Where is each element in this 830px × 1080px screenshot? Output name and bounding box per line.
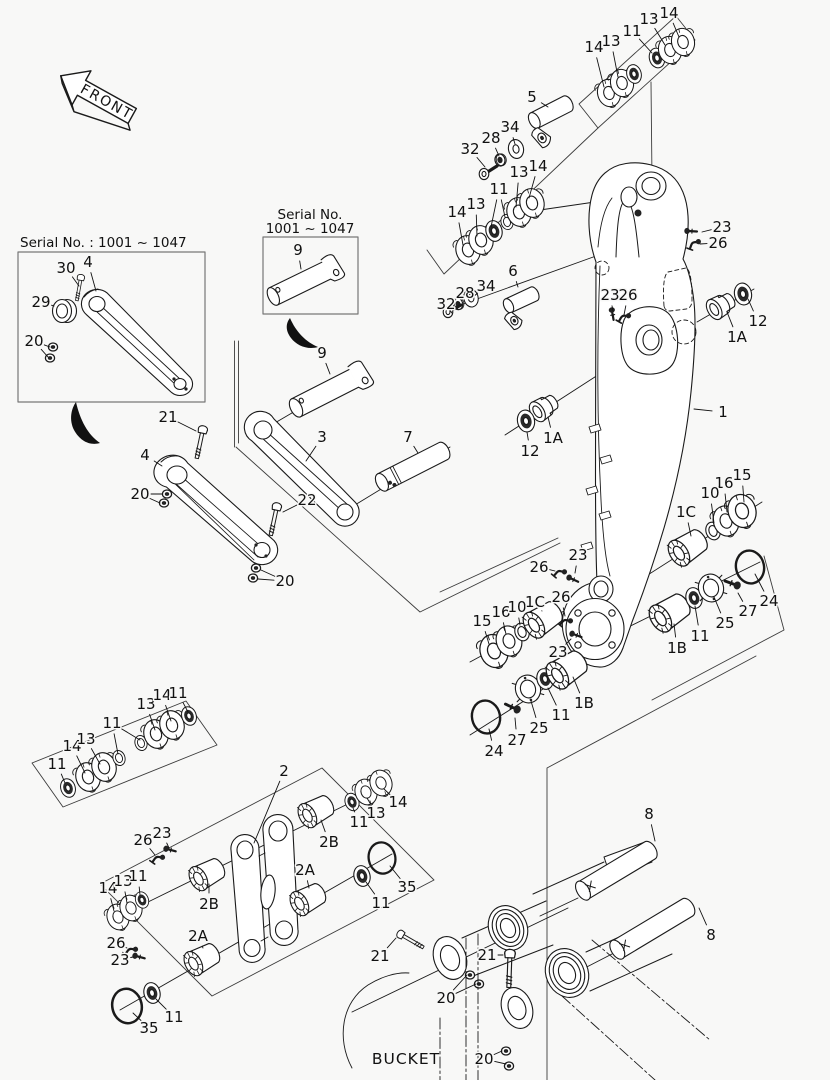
part-label-21: 21 — [477, 946, 497, 964]
part-label-26: 26 — [133, 831, 153, 849]
part-label-30: 30 — [56, 259, 76, 277]
part-label-1B: 1B — [667, 639, 687, 657]
part-label-35: 35 — [139, 1019, 159, 1037]
part-label-1A: 1A — [727, 328, 747, 346]
part-label-7: 7 — [403, 428, 413, 446]
leader-line — [326, 363, 330, 374]
part-label-11: 11 — [349, 813, 369, 831]
part-label-1C: 1C — [524, 593, 546, 611]
leader-line — [414, 446, 418, 453]
pin-6 — [497, 285, 548, 331]
leader-line — [527, 432, 528, 440]
part-label-24: 24 — [759, 592, 779, 610]
inset-mid-title-1: Serial No. — [277, 207, 343, 223]
part-label-16: 16 — [714, 474, 734, 492]
part-label-13: 13 — [466, 195, 486, 213]
part-label-11: 11 — [371, 894, 391, 912]
part-label-10: 10 — [700, 484, 720, 502]
part-label-26: 26 — [708, 234, 728, 252]
part-label-14: 14 — [62, 737, 82, 755]
part-label-25: 25 — [715, 614, 735, 632]
part-label-11: 11 — [102, 714, 122, 732]
part-label-13: 13 — [601, 32, 621, 50]
washer-34 — [507, 138, 526, 160]
part-label-35: 35 — [397, 878, 417, 896]
leader-line — [131, 957, 133, 958]
leader-line — [550, 570, 555, 571]
part-label-1C: 1C — [675, 503, 697, 521]
part-label-22: 22 — [297, 491, 317, 509]
part-label-28: 28 — [481, 129, 501, 147]
inset-left-title: Serial No. : 1001 ~ 1047 — [20, 235, 187, 251]
leader-line — [575, 566, 576, 573]
leader-line — [738, 593, 743, 601]
part-label-34: 34 — [476, 277, 496, 295]
part-label-32: 32 — [436, 295, 456, 313]
pointer-swoosh-middle — [287, 318, 318, 348]
part-label-23: 23 — [110, 951, 130, 969]
part-label-23: 23 — [712, 218, 732, 236]
part-label-23: 23 — [152, 824, 172, 842]
part-label-16: 16 — [491, 603, 511, 621]
leader-line — [548, 688, 556, 705]
part-label-3: 3 — [317, 428, 327, 446]
part-label-9: 9 — [317, 344, 327, 362]
leader-line — [727, 312, 733, 327]
leader-line — [121, 729, 140, 740]
inset-serial-left — [18, 235, 205, 402]
part-label-6: 6 — [508, 262, 518, 280]
part-label-26: 26 — [106, 934, 126, 952]
part-label-14: 14 — [98, 879, 118, 897]
link-4 — [154, 455, 278, 564]
part-label-12: 12 — [520, 442, 540, 460]
part-label-20: 20 — [275, 572, 295, 590]
pin-8b — [607, 895, 698, 961]
front-label: FRONT — [77, 81, 136, 124]
leader-line — [321, 820, 325, 832]
part-label-11: 11 — [622, 22, 642, 40]
leader-line — [651, 825, 655, 841]
part-label-28: 28 — [455, 284, 475, 302]
part-label-11: 11 — [690, 627, 710, 645]
part-label-34: 34 — [500, 118, 520, 136]
inset-link-arm — [81, 289, 192, 395]
part-label-15: 15 — [732, 466, 752, 484]
leader-line — [702, 230, 711, 232]
part-label-20: 20 — [474, 1050, 494, 1068]
part-label-5: 5 — [527, 88, 537, 106]
part-label-8: 8 — [644, 805, 654, 823]
part-label-25: 25 — [529, 719, 549, 737]
inset-serial-middle — [263, 207, 358, 314]
part-label-13: 13 — [639, 10, 659, 28]
part-label-2B: 2B — [199, 895, 219, 913]
arm-part-1 — [562, 163, 696, 667]
part-label-11: 11 — [168, 684, 188, 702]
bolt-32 — [479, 166, 497, 180]
part-label-8: 8 — [706, 926, 716, 944]
leader-line — [390, 866, 400, 879]
front-direction-arrow — [49, 59, 146, 140]
part-label-2B: 2B — [319, 833, 339, 851]
leader-line — [515, 718, 516, 729]
part-label-26: 26 — [551, 588, 571, 606]
part-label-21: 21 — [158, 408, 178, 426]
inset-mid-title-2: 1001 ~ 1047 — [265, 221, 355, 237]
inset-bushing-29 — [53, 300, 77, 323]
bolt-22-link — [266, 502, 282, 536]
part-label-14: 14 — [528, 157, 548, 175]
part-label-27: 27 — [738, 602, 758, 620]
leader-line — [91, 273, 96, 291]
leader-line — [300, 261, 301, 269]
part-label-15: 15 — [472, 612, 492, 630]
leader-line — [366, 882, 375, 894]
pin-9-inset — [263, 252, 346, 311]
part-label-2A: 2A — [188, 927, 208, 945]
part-label-14: 14 — [152, 686, 172, 704]
leader-line — [495, 1061, 506, 1064]
leader-line — [258, 579, 274, 580]
part-label-13: 13 — [136, 695, 156, 713]
leader-line — [150, 849, 155, 855]
leader-line — [178, 422, 196, 431]
part-label-13: 13 — [366, 804, 386, 822]
part-label-13: 13 — [509, 163, 529, 181]
pin-9 — [285, 358, 375, 423]
leader-line — [531, 701, 536, 718]
part-label-14: 14 — [584, 38, 604, 56]
pin-7 — [373, 440, 453, 494]
leader-line — [41, 349, 48, 357]
part-label-13: 13 — [113, 872, 133, 890]
part-label-23: 23 — [568, 546, 588, 564]
part-label-26: 26 — [529, 558, 549, 576]
part-label-24: 24 — [484, 742, 504, 760]
leader-line — [494, 1051, 502, 1055]
part-label-1A: 1A — [543, 429, 563, 447]
part-label-27: 27 — [507, 731, 527, 749]
part-label-2A: 2A — [295, 861, 315, 879]
part-label-12: 12 — [748, 312, 768, 330]
leader-line — [639, 39, 652, 53]
leader-line — [548, 417, 551, 427]
leader-line — [283, 505, 297, 512]
part-label-23: 23 — [600, 286, 620, 304]
leader-line — [150, 499, 160, 504]
leader-line — [699, 908, 707, 925]
leader-line — [694, 409, 712, 411]
part-label-23: 23 — [548, 643, 568, 661]
part-label-21: 21 — [370, 947, 390, 965]
leader-line — [489, 729, 492, 740]
part-label-1B: 1B — [574, 694, 594, 712]
leader-line — [695, 606, 698, 625]
part-label-11: 11 — [164, 1008, 184, 1026]
part-label-11: 11 — [489, 180, 509, 198]
part-label-1: 1 — [718, 403, 728, 421]
part-label-4: 4 — [140, 446, 150, 464]
part-label-11: 11 — [47, 755, 67, 773]
part-label-11: 11 — [551, 706, 571, 724]
part-label-26: 26 — [618, 286, 638, 304]
part-label-4: 4 — [83, 253, 93, 271]
part-label-14: 14 — [659, 4, 679, 22]
part-label-14: 14 — [447, 203, 467, 221]
bucket-label: BUCKET — [371, 1050, 441, 1068]
part-label-14: 14 — [388, 793, 408, 811]
part-label-10: 10 — [507, 598, 527, 616]
part-label-9: 9 — [293, 241, 303, 259]
part-label-20: 20 — [436, 989, 456, 1007]
pointer-swoosh-left — [71, 402, 100, 444]
part-label-20: 20 — [130, 485, 150, 503]
part-label-2: 2 — [279, 762, 289, 780]
part-label-13: 13 — [76, 730, 96, 748]
part-label-20: 20 — [24, 332, 44, 350]
leader-line — [477, 158, 485, 168]
link-2 — [180, 791, 338, 979]
nut-28 — [494, 153, 508, 167]
part-label-29: 29 — [31, 293, 51, 311]
part-label-32: 32 — [460, 140, 480, 158]
leader-line — [261, 570, 275, 576]
part-label-11: 11 — [128, 867, 148, 885]
